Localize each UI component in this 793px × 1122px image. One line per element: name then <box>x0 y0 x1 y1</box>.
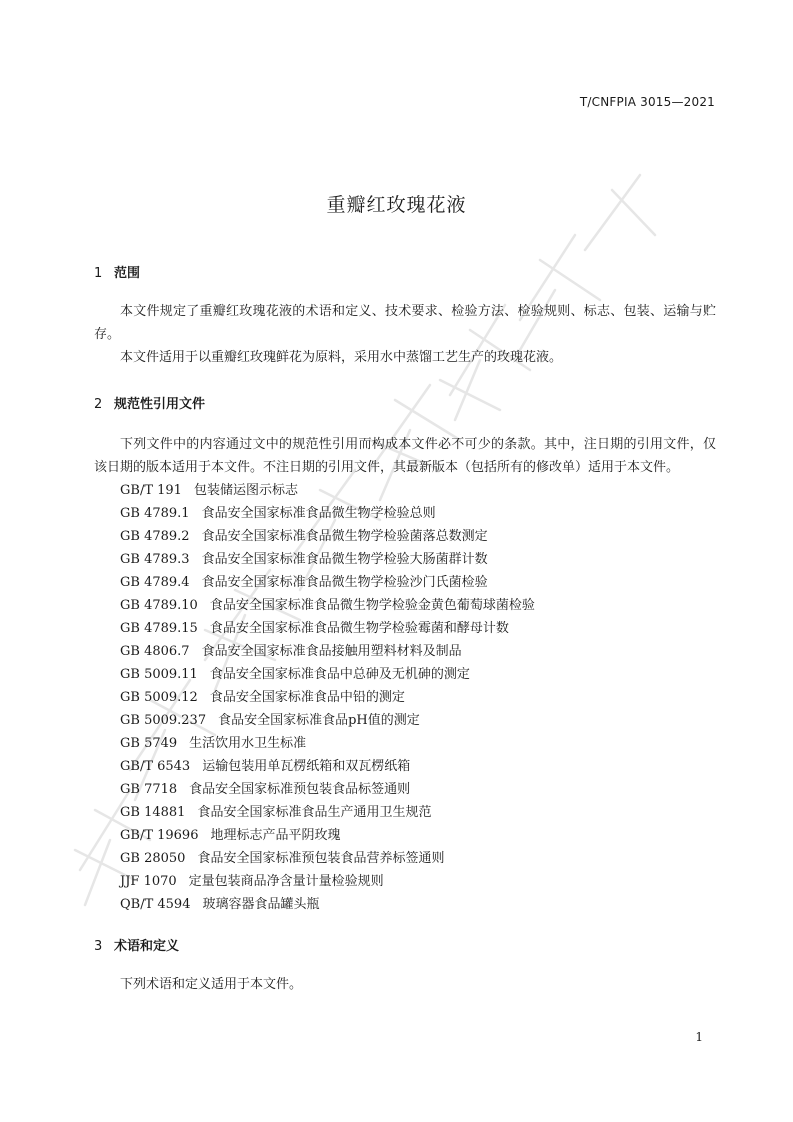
ref-title: 运输包装用单瓦楞纸箱和双瓦楞纸箱 <box>202 759 411 774</box>
ref-code: GB 5009.12 <box>120 690 198 705</box>
ref-title: 玻璃容器食品罐头瓶 <box>202 897 320 912</box>
section-number: 2 <box>94 397 103 412</box>
ref-code: GB 5749 <box>120 736 178 751</box>
ref-code: GB 5009.237 <box>120 713 207 728</box>
ref-code: GB/T 6543 <box>120 759 191 774</box>
scope-paragraph-2: 本文件适用于以重瓣红玫瑰鲜花为原料，采用水中蒸馏工艺生产的玫瑰花液。 <box>120 350 563 365</box>
ref-code: GB 4789.1 <box>120 506 190 521</box>
ref-code: GB 4789.4 <box>120 575 190 590</box>
list-item <box>120 870 535 893</box>
terms-intro: 下列术语和定义适用于本文件。 <box>120 977 303 992</box>
section-heading-normative <box>94 393 205 412</box>
ref-code: GB 4789.15 <box>120 621 198 636</box>
ref-title: 食品安全国家标准食品生产通用卫生规范 <box>197 805 432 820</box>
section-title: 术语和定义 <box>114 939 180 954</box>
ref-code: GB 4806.7 <box>120 644 190 659</box>
list-item <box>120 709 535 732</box>
ref-title: 定量包装商品净含量计量检验规则 <box>188 874 384 889</box>
normative-intro: 下列文件中的内容通过文中的规范性引用而构成本文件必不可少的条款。其中，注日期的引用文件，仅该日期的版本适用于本文件。不注日期的引用文件，其最新版本（包括所有的修改单）适用于本文件。 <box>94 437 716 475</box>
ref-title: 食品安全国家标准食品pH值的测定 <box>218 713 420 728</box>
reference-list <box>120 479 535 916</box>
ref-code: GB 4789.3 <box>120 552 190 567</box>
section-title: 规范性引用文件 <box>114 397 206 412</box>
list-item <box>120 640 535 663</box>
list-item <box>120 847 535 870</box>
list-item <box>120 778 535 801</box>
ref-title: 食品安全国家标准食品微生物学检验金黄色葡萄球菌检验 <box>209 598 535 613</box>
ref-title: 食品安全国家标准预包装食品标签通则 <box>189 782 411 797</box>
page-number: 1 <box>695 1030 703 1044</box>
list-item <box>120 801 535 824</box>
list-item <box>120 479 535 502</box>
list-item <box>120 732 535 755</box>
list-item <box>120 548 535 571</box>
ref-title: 食品安全国家标准食品中总砷及无机砷的测定 <box>209 667 470 682</box>
ref-code: GB/T 191 <box>120 483 182 498</box>
ref-title: 包装储运图示标志 <box>193 483 298 498</box>
ref-title: 食品安全国家标准食品微生物学检验大肠菌群计数 <box>201 552 488 567</box>
list-item <box>120 617 535 640</box>
ref-title: 食品安全国家标准预包装食品营养标签通则 <box>197 851 445 866</box>
ref-code: QB/T 4594 <box>120 897 191 912</box>
section-number: 3 <box>94 939 103 954</box>
ref-code: GB 4789.2 <box>120 529 190 544</box>
ref-code: GB 5009.11 <box>120 667 198 682</box>
ref-code: GB 4789.10 <box>120 598 198 613</box>
section-number: 1 <box>94 266 103 281</box>
ref-title: 食品安全国家标准食品接触用塑料材料及制品 <box>201 644 462 659</box>
ref-code: JJF 1070 <box>120 874 177 889</box>
list-item <box>120 502 535 525</box>
ref-code: GB 7718 <box>120 782 178 797</box>
list-item <box>120 686 535 709</box>
ref-title: 食品安全国家标准食品微生物学检验菌落总数测定 <box>201 529 488 544</box>
ref-code: GB 28050 <box>120 851 186 866</box>
document-title: 重瓣红玫瑰花液 <box>326 194 467 216</box>
list-item <box>120 663 535 686</box>
section-title: 范围 <box>114 266 141 281</box>
ref-title: 食品安全国家标准食品微生物学检验霉菌和酵母计数 <box>209 621 509 636</box>
ref-title: 食品安全国家标准食品中铅的测定 <box>209 690 405 705</box>
list-item <box>120 824 535 847</box>
list-item <box>120 594 535 617</box>
scope-paragraph-1: 本文件规定了重瓣红玫瑰花液的术语和定义、技术要求、检验方法、检验规则、标志、包装、运输与贮存。 <box>94 304 716 342</box>
section-heading-terms <box>94 935 179 954</box>
ref-title: 地理标志产品平阴玫瑰 <box>210 828 341 843</box>
list-item <box>120 893 535 916</box>
list-item <box>120 755 535 778</box>
list-item <box>120 571 535 594</box>
section-heading-scope <box>94 262 140 281</box>
ref-title: 生活饮用水卫生标准 <box>189 736 307 751</box>
ref-code: GB/T 19696 <box>120 828 199 843</box>
ref-title: 食品安全国家标准食品微生物学检验沙门氏菌检验 <box>201 575 488 590</box>
ref-title: 食品安全国家标准食品微生物学检验总则 <box>201 506 436 521</box>
document-code: T/CNFPIA 3015—2021 <box>579 95 715 109</box>
ref-code: GB 14881 <box>120 805 186 820</box>
list-item <box>120 525 535 548</box>
